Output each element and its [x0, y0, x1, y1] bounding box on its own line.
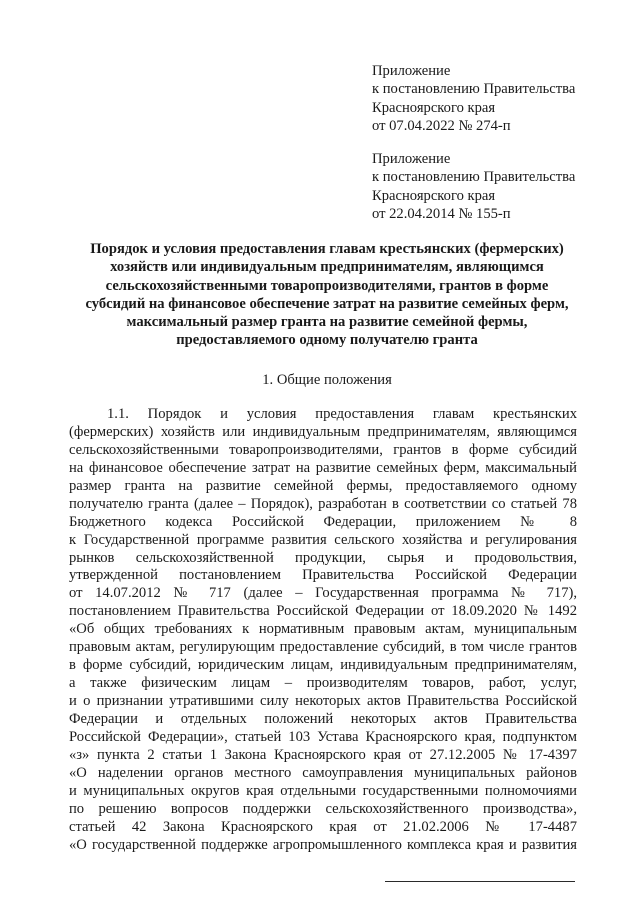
paragraph-line: Бюджетного кодекса Российской Федерации, приложением № 8	[69, 513, 577, 530]
paragraph-line: сельскохозяйственными товаропроизводителями, грантов в форме субсидий	[69, 441, 577, 458]
document-title-line: хозяйств или индивидуальным предпринимателям, являющимся	[110, 259, 544, 276]
paragraph-line: и муниципальных округов края отдельными государственными полномочиями	[69, 782, 577, 799]
paragraph-line: правовым актам, регулирующим предоставление субсидий, в том числе грантов	[69, 639, 577, 656]
paragraph-line: Федерации и отдельных положений некоторых актов Правительства	[69, 710, 577, 727]
paragraph-line: от 14.07.2012 № 717 (далее – Государственная программа № 717),	[69, 585, 577, 602]
annex-current-line: Приложение	[372, 63, 451, 79]
paragraph-line: утвержденной постановлением Правительства Российской Федерации	[69, 567, 577, 584]
paragraph-line: по решению вопросов поддержки сельскохозяйственного производства»,	[69, 800, 577, 817]
document-title-line: сельскохозяйственными товаропроизводителями, грантов в форме	[105, 277, 549, 294]
annex-original-line: к постановлению Правительства	[372, 169, 576, 186]
annex-original	[372, 150, 575, 223]
annex-current-line: Красноярского края	[372, 99, 496, 116]
paragraph-line: размер гранта на развитие семейной фермы, предоставляемого одному	[69, 477, 577, 494]
annex-original-line: от 22.04.2014 № 155-п	[372, 205, 511, 222]
paragraph-line: Российской Федерации», статьей 103 Устава Красноярского края, подпунктом	[69, 728, 577, 745]
paragraph-line: получателю гранта (далее – Порядок), разработан в соответствии со статьей 78	[69, 495, 577, 512]
annex-original-line: Приложение	[372, 151, 451, 167]
annex-original-line: Красноярского края	[372, 187, 496, 204]
annex-current-line: к постановлению Правительства	[372, 81, 576, 98]
paragraph-line: и о признании утратившими силу некоторых актов Правительства Российской	[69, 693, 577, 709]
document-title-line: субсидий на финансовое обеспечение затрат на развитие семейных ферм,	[85, 295, 569, 312]
annex-current	[372, 62, 575, 135]
document-title-line: предоставляемого одному получателю гранта	[176, 332, 478, 349]
document-title-line: Порядок и условия предоставления главам крестьянских (фермерских)	[90, 241, 564, 257]
paragraph-line: «Об общих требованиях к нормативным правовым актам, муниципальным	[69, 621, 577, 638]
paragraph-line: в форме субсидий, юридическим лицам, индивидуальным предпринимателям,	[69, 657, 577, 674]
paragraph-1-1	[69, 406, 577, 854]
paragraph-line: а также физическим лицам – производителям товаров, работ, услуг,	[69, 675, 577, 692]
paragraph-line: на финансовое обеспечение затрат на развитие семейных ферм, максимальный	[69, 459, 577, 476]
paragraph-line: (фермерских) хозяйств или индивидуальным предпринимателям, являющимся	[69, 423, 577, 440]
document-title-line: максимальный размер гранта на развитие семейной фермы,	[126, 314, 528, 331]
paragraph-line: постановлением Правительства Российской Федерации от 18.09.2020 № 1492	[69, 603, 577, 620]
document-title	[66, 240, 588, 350]
section-heading: 1. Общие положения	[262, 372, 392, 388]
paragraph-line: к Государственной программе развития сельского хозяйства и регулирования	[69, 531, 577, 548]
paragraph-line: рынков сельскохозяйственной продукции, сырья и продовольствия,	[69, 549, 577, 566]
signature-divider	[385, 881, 575, 882]
annex-current-line: от 07.04.2022 № 274-п	[372, 117, 511, 134]
paragraph-line: 1.1. Порядок и условия предоставления главам крестьянских	[107, 406, 577, 422]
paragraph-line: «О государственной поддержке агропромышленного комплекса края и развития	[69, 836, 577, 853]
paragraph-line: «з» пункта 2 статьи 1 Закона Красноярского края от 27.12.2005 № 17-4397	[69, 746, 577, 763]
paragraph-line: статьей 42 Закона Красноярского края от 21.02.2006 № 17-4487	[69, 818, 577, 835]
paragraph-line: «О наделении органов местного самоуправления муниципальных районов	[69, 764, 577, 781]
